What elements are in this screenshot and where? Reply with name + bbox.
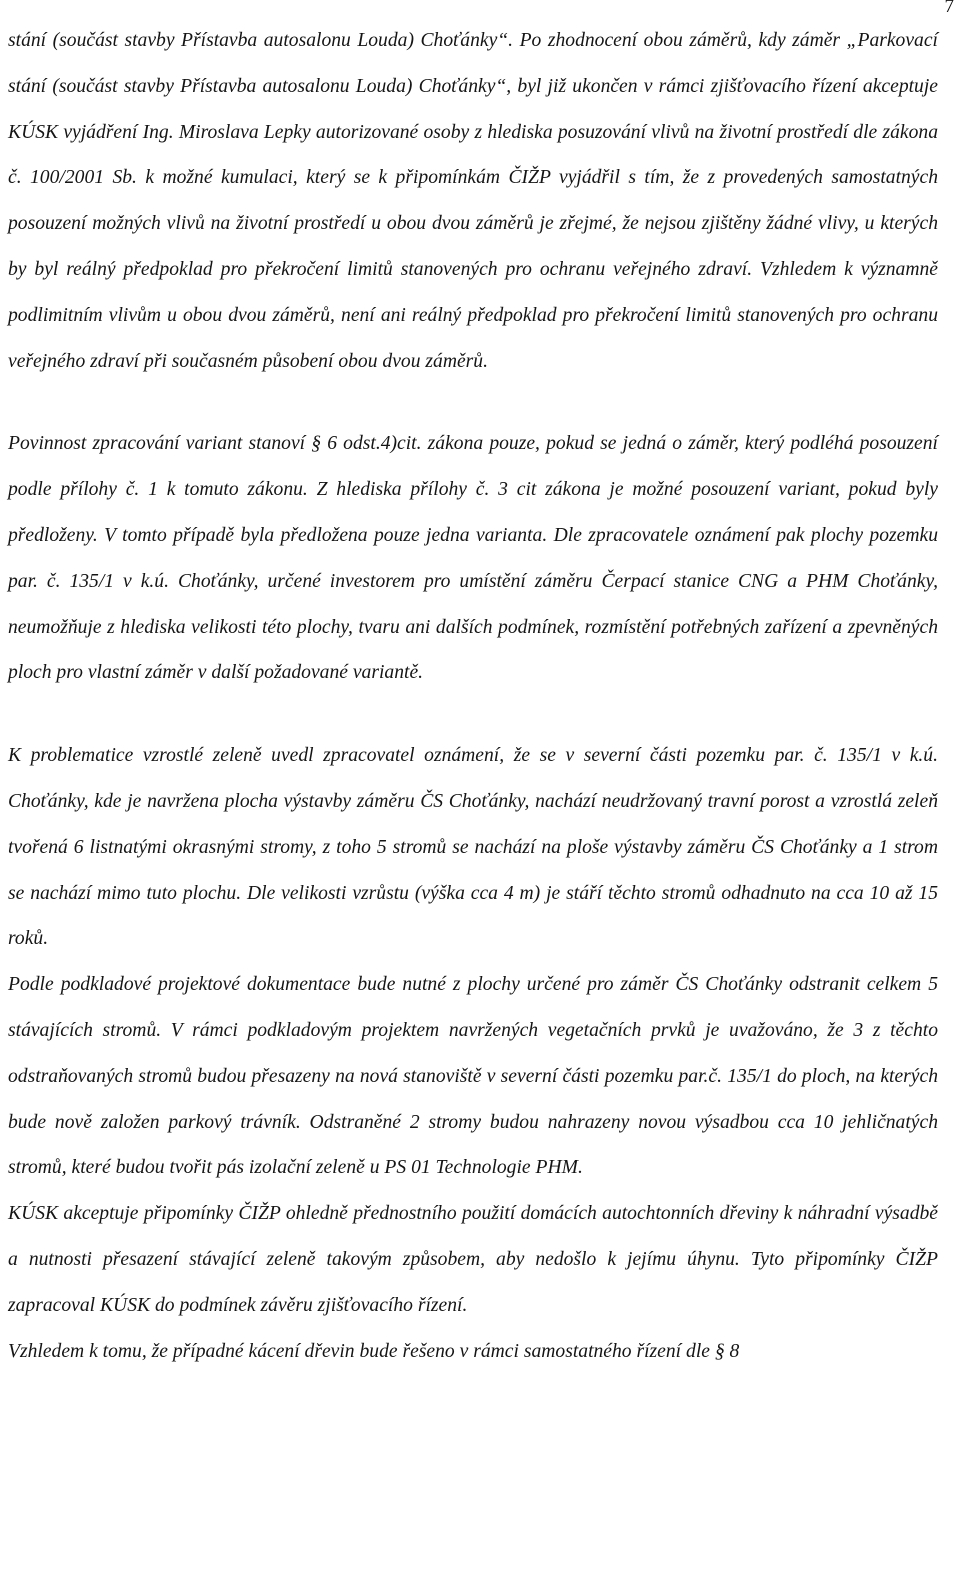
paragraph-tree-felling: Vzhledem k tomu, že případné kácení dřevin bude řešeno v rámci samostatného řízení dle § 8 <box>8 1340 740 1362</box>
paragraph-tree-removal: Podle podkladové projektové dokumentace bude nutné z plochy určené pro záměr ČS Choťánky odstranit celkem 5 stávajících stromů. V rámci podkladovým projektem navržených vegetačních prvků je uvažováno, že 3 z těchto odstraňovaných stromů budou přesazeny na nová stanoviště v severní části pozemku par.č. 135/1 do ploch, na kterých bude nově založen parkový trávník. Odstraněné 2 stromy budou nahrazeny novou výsadbou cca 10 jehličnatých stromů, které budou tvořit pás izolační zeleně u PS 01 Technologie PHM. <box>8 974 938 1179</box>
document-body <box>8 18 938 1374</box>
paragraph-greenery: K problematice vzrostlé zeleně uvedl zpracovatel oznámení, že se v severní části pozemku par. č. 135/1 v k.ú. Choťánky, kde je navržena plocha výstavby záměru ČS Choťánky, nachází neudržovaný travní porost a vzrostlá zeleň tvořená 6 listnatými okrasnými stromy, z toho 5 stromů se nachází na ploše výstavby záměru ČS Choťánky a 1 strom se nachází mimo tuto plochu. Dle velikosti vzrůstu (výška cca 4 m) je stáří těchto stromů odhadnuto na cca 10 až 15 roků. <box>8 745 938 950</box>
page-number: 7 <box>944 0 954 17</box>
paragraph-kusk-acceptance: KÚSK akceptuje připomínky ČIŽP ohledně přednostního použití domácích autochtonních dřeviny k náhradní výsadbě a nutnosti přesazení stávající zeleně takovým způsobem, aby nedošlo k jejímu úhynu. Tyto připomínky ČIŽP zapracoval KÚSK do podmínek závěru zjišťovacího řízení. <box>8 1203 938 1316</box>
paragraph-cumulation-assessment: stání (součást stavby Přístavba autosalonu Louda) Choťánky“. Po zhodnocení obou záměrů, kdy záměr „Parkovací stání (součást stavby Přístavba autosalonu Louda) Choťánky“, byl již ukončen v rámci zjišťovacího řízení akceptuje KÚSK vyjádření Ing. Miroslava Lepky autorizované osoby z hlediska posuzování vlivů na životní prostředí dle zákona č. 100/2001 Sb. k možné kumulaci, který se k připomínkám ČIŽP vyjádřil s tím, že z provedených samostatných posouzení možných vlivů na životní prostředí u obou dvou záměrů je zřejmé, že nejsou zjištěny žádné vlivy, u kterých by byl reálný předpoklad pro překročení limitů stanovených pro ochranu veřejného zdraví. Vzhledem k významně podlimitním vlivům u obou dvou záměrů, není ani reálný předpoklad pro překročení limitů stanovených pro ochranu veřejného zdraví při současném působení obou dvou záměrů. <box>8 30 938 372</box>
paragraph-variants: Povinnost zpracování variant stanoví § 6 odst.4)cit. zákona pouze, pokud se jedná o záměr, který podléhá posouzení podle přílohy č. 1 k tomuto zákonu. Z hlediska přílohy č. 3 cit zákona je možné posouzení variant, pokud byly předloženy. V tomto případě byla předložena pouze jedna varianta. Dle zpracovatele oznámení pak plochy pozemku par. č. 135/1 v k.ú. Choťánky, určené investorem pro umístění záměru Čerpací stanice CNG a PHM Choťánky, neumožňuje z hlediska velikosti této plochy, tvaru ani dalších podmínek, rozmístění potřebných zařízení a zpevněných ploch pro vlastní záměr v další požadované variantě. <box>8 433 938 684</box>
